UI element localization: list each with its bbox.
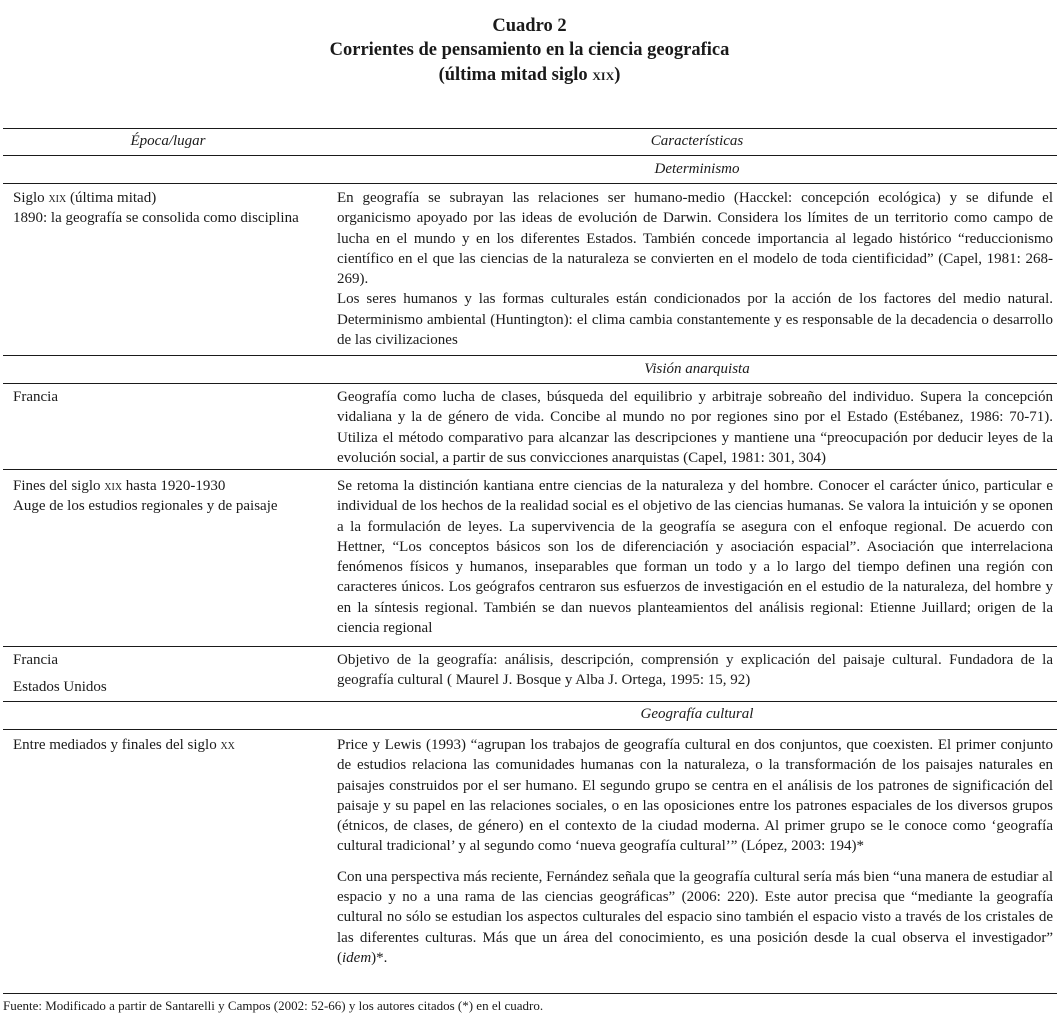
caracteristicas-text-part: )*.: [371, 949, 388, 966]
row-rule: [3, 469, 1057, 470]
section-rule: [3, 729, 1057, 730]
epoca-text: Estados Unidos: [13, 679, 107, 696]
epoca-text: Siglo: [13, 190, 49, 206]
caracteristicas-cell: [337, 387, 1053, 468]
epoca-cell: [13, 476, 333, 517]
section-label: Visión anarquista: [644, 361, 750, 377]
caracteristicas-cell: [337, 188, 1053, 350]
caracteristicas-text: Geografía como lucha de clases, búsqueda del equilibrio y arbitraje sobreaño del individuo. Supera la concepción vidaliana y la de género de vida. Concibe al mundo no por regiones sino por el Estado (Estébanez, 1986: 70-71). Utiliza el método comparativo para alcanzar las descripciones y mantiene una “preocupación por deducir leyes de la evolución social, a partir de sus convicciones anarquistas (Capel, 1981: 301, 304): [337, 389, 1053, 466]
section-rule: [3, 183, 1057, 184]
epoca-text: xx: [220, 737, 235, 753]
table-caption: [0, 14, 1059, 87]
section-label: Determinismo: [654, 161, 740, 177]
idem-italic: idem: [342, 949, 372, 966]
row-rule: [3, 646, 1057, 647]
caracteristicas-cell: [337, 476, 1053, 638]
caption-number: Cuadro 2: [492, 16, 567, 36]
epoca-text: 1890: la geografía se consolida como disciplina: [13, 210, 299, 227]
table-source-note: Fuente: Modificado a partir de Santarelli y Campos (2002: 52-66) y los autores citados (*) en el cuadro.: [3, 998, 544, 1013]
caracteristicas-text: Objetivo de la geografía: análisis, descripción, comprensión y explicación del paisaje cultural. Fundadora de la geografía cultural ( Maurel J. Bosque y Alba J. Ortega, 1995: 15, 92): [337, 652, 1053, 689]
header-epoca-lugar: Época/lugar: [130, 133, 206, 149]
caracteristicas-text: En geografía se subrayan las relaciones ser humano-medio (Hacckel: concepción ecológica) y se difunde el organicismo apoyado por las ideas de evolución de Darwin. Considera los límites de un territorio como campo de lucha en el mundo y en los diferentes Estados. También concede importancia al legado histórico “reduccionismo científico en el que las ciencias de la naturaleza se convierten en el modelo de toda cientificidad” (Capel, 1981: 268-269).: [337, 190, 1053, 288]
section-rule: [3, 383, 1057, 384]
epoca-cell: [13, 735, 333, 755]
epoca-text: xix: [104, 478, 123, 494]
epoca-cell: [13, 650, 333, 698]
header-rule: [3, 155, 1057, 156]
caracteristicas-text: [337, 867, 1053, 968]
epoca-text: Francia: [13, 652, 58, 668]
caracteristicas-cell: [337, 650, 1053, 691]
epoca-text: Fines del siglo: [13, 478, 105, 494]
section-label: Geografía cultural: [640, 706, 754, 722]
row-rule: [3, 701, 1057, 702]
epoca-text: Auge de los estudios regionales y de paisaje: [13, 498, 278, 515]
table-bottom-rule: [3, 993, 1057, 994]
table-top-rule: [3, 128, 1057, 129]
row-rule: [3, 355, 1057, 356]
caracteristicas-text: Se retoma la distinción kantiana entre ciencias de la naturaleza y del hombre. Conocer el carácter único, particular e individual de los hechos de la realidad social es el objetivo de las ciencias humanas. Se valora la intuición y se oponen a la formulación de leyes. La supervivencia de la geografía se asegura con el enfoque regional. De acuerdo con Hettner, “Los conceptos básicos son los de diferenciación y asociación espacial”. Asociación que interrelaciona fenómenos físicos y humanos, inseparables que forman un todo y a lo largo del tiempo definen una región con caracteres únicos. Los geógrafos centraron sus esfuerzos de investigación en el estudio de la naturaleza, del hombre y en la síntesis regional. También se dan nuevos planteamientos del análisis regional: Etienne Juillard; origen de la ciencia regional: [337, 478, 1053, 637]
caracteristicas-text: Price y Lewis (1993) “agrupan los trabajos de geografía cultural en dos conjuntos, que coexisten. El primer conjunto de estudios relaciona las comunidades humanas con la naturaleza, o la transformación de los paisajes naturales en paisajes construidos por el ser humano. El segundo grupo se centra en el análisis de los patrones de significación del paisaje y su papel en las relaciones sociales, o en las oposiciones entre los patrones espaciales de los diversos grupos (étnicos, de clases, de género) en el contexto de la ciudad moderna. Al primer grupo se le conoce como ‘geografía cultural tradicional’ y al segundo como ‘nueva geografía cultural’” (López, 2003: 194)*: [337, 737, 1053, 855]
caption-title: Corrientes de pensamiento en la ciencia geografica: [329, 40, 730, 60]
caracteristicas-cell: [337, 735, 1053, 968]
epoca-text: (última mitad): [66, 190, 157, 206]
caracteristicas-text-part: Con una perspectiva más reciente, Fernández señala que la geografía cultural sería más bien “una manera de estudiar al espacio y no a una rama de las ciencias geográficas” (2006: 220). Este autor precisa que “mediante la geografía cultural no sólo se estudian los aspectos culturales del espacio sino también el espacio visto a través de los cristales de las diferentes culturas. Más que un área del conocimiento, es una posición desde la cual observa el investigador” (: [337, 868, 1053, 966]
epoca-text: Francia: [13, 389, 58, 405]
caption-subtitle: (última mitad siglo xix): [438, 64, 621, 85]
epoca-text: Entre mediados y finales del siglo: [13, 737, 221, 753]
header-caracteristicas: Características: [650, 133, 744, 149]
caracteristicas-text: Los seres humanos y las formas culturales están condicionados por la acción de los factores del medio natural. Determinismo ambiental (Huntington): el clima cambia constantemente y es responsable de la decadencia o desarrollo de las civilizaciones: [337, 291, 1053, 349]
epoca-text: xix: [48, 190, 67, 206]
epoca-text: hasta 1920-1930: [122, 478, 226, 494]
epoca-cell: [13, 387, 333, 407]
epoca-cell: [13, 188, 333, 229]
